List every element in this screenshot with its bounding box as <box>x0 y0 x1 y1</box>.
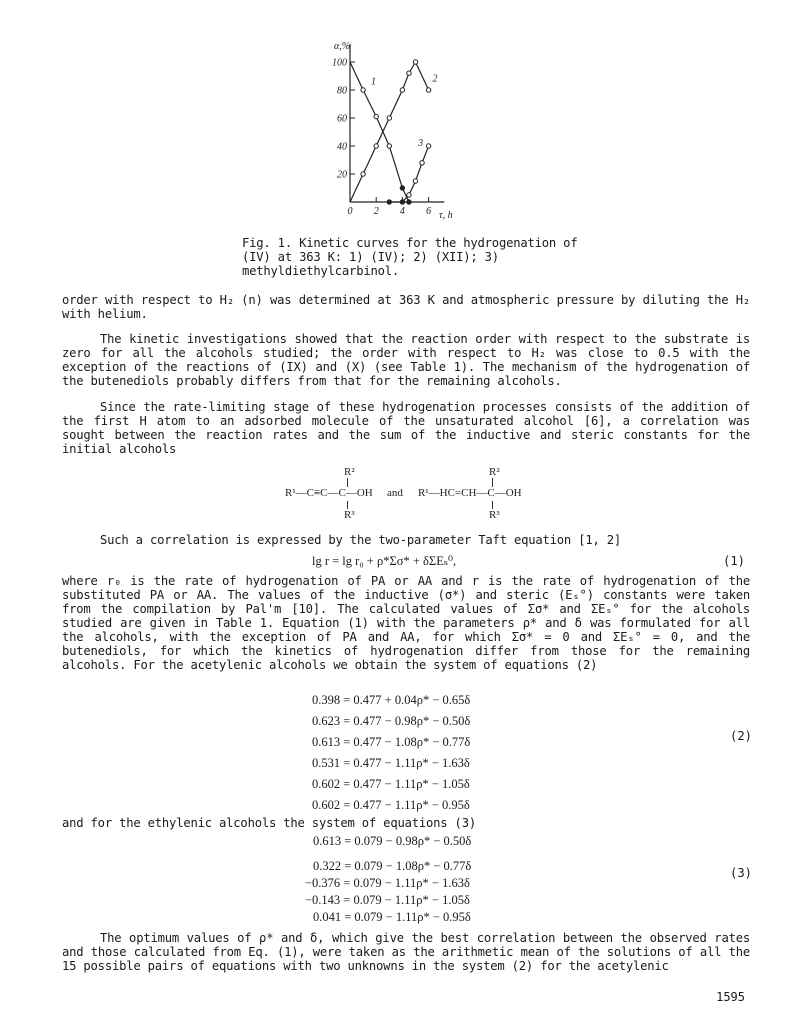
x-tick-label: 0 <box>347 206 353 217</box>
chart-ticks <box>332 58 431 218</box>
curve-1-label: 1 <box>370 76 376 88</box>
equation-3-number: (3) <box>730 866 753 880</box>
taft-equation: lg r = lg r₀ + ρ*Σσ* + δΣEₛ⁰, <box>312 554 457 568</box>
curve-1-point <box>407 200 411 204</box>
equation-1-number: (1) <box>723 554 746 568</box>
y-tick-label: 100 <box>332 57 347 69</box>
left-r3: R³ <box>344 509 355 521</box>
kinetic-curves-chart <box>325 36 485 222</box>
x-axis-label: τ, h <box>439 210 453 221</box>
system3-line: −0.143 = 0.079 − 1.11ρ* − 1.05δ <box>305 893 470 907</box>
y-tick-label: 20 <box>337 169 347 181</box>
curve-1-point <box>361 88 365 92</box>
paragraph-5: where r₀ is the rate of hydrogenation of PA or AA and r is the rate of hydrogenation of the substituted PA or AA. The values of the inductive (σ*) and steric (Eₛ°) constants were taken from the compilation by Pal'm [10]. The calculated values of Σσ* and ΣEₛ° for the alcohols studied are given in Table 1. Equation (1) with the parameters ρ* and δ was formulated for all the alcohols, with the exception of PA and AA, for which Σσ* = 0 and ΣEₛ° = 0, and the butenediols, for which the kinetics of hydrogenation differ from those for the remaining alcohols. For the acetylenic alcohols we obtain the system of equations (2) <box>62 574 750 672</box>
system3-line: −0.376 = 0.079 − 1.11ρ* − 1.63δ <box>305 876 470 890</box>
system2-line: 0.613 = 0.477 − 1.08ρ* − 0.77δ <box>312 735 471 749</box>
left-bond-down <box>347 501 348 509</box>
system3-line: 0.322 = 0.079 − 1.08ρ* − 0.77δ <box>313 859 472 873</box>
chart-series <box>350 60 438 204</box>
system2-line: 0.602 = 0.477 − 1.11ρ* − 1.05δ <box>312 777 470 791</box>
y-axis-label: α,% <box>334 41 351 52</box>
curve-1-line <box>350 62 409 202</box>
system3-line: 0.613 = 0.079 − 0.98ρ* − 0.50δ <box>313 834 472 848</box>
curve-2-point <box>361 172 365 176</box>
paragraph-2: The kinetic investigations showed that the reaction order with respect to the substrate is zero for all the alcohols studied; the order with respect to H₂ was close to 0.5 with the exception of the reactions of (IX) and (X) (see Table 1). The mechanism of the hydrogenation of the butenediols probably differs from that for the remaining alcohols. <box>62 332 750 388</box>
left-bond-up <box>347 478 348 487</box>
system3-line: 0.041 = 0.079 − 1.11ρ* − 0.95δ <box>313 910 471 924</box>
chart-axes <box>350 44 444 202</box>
system2-line: 0.623 = 0.477 − 0.98ρ* − 0.50δ <box>312 714 471 728</box>
paragraph-6: and for the ethylenic alcohols the system of equations (3) <box>62 816 476 830</box>
system2-line: 0.602 = 0.477 − 1.11ρ* − 0.95δ <box>312 798 470 812</box>
left-r2: R² <box>344 466 355 478</box>
equation-2-number: (2) <box>730 729 753 743</box>
x-tick-label: 2 <box>373 206 379 217</box>
y-tick-label: 80 <box>337 85 347 97</box>
curve-2-point <box>426 88 430 92</box>
curve-3-point <box>387 200 391 204</box>
curve-1-point <box>400 186 404 190</box>
paragraph-4: Such a correlation is expressed by the two-parameter Taft equation [1, 2] <box>100 533 622 547</box>
system2-line: 0.398 = 0.477 + 0.04ρ* − 0.65δ <box>312 693 471 707</box>
paragraph-1: order with respect to H₂ (n) was determined at 363 K and atmospheric pressure by diluting the H₂ with helium. <box>62 293 750 321</box>
curve-2-label: 2 <box>432 73 438 85</box>
curve-2-point <box>407 71 411 75</box>
curve-2-point <box>413 60 417 64</box>
right-bond-up <box>492 478 493 487</box>
curve-1-point <box>374 114 378 118</box>
y-tick-label: 40 <box>337 141 347 153</box>
curve-3-point <box>407 193 411 197</box>
paragraph-7: The optimum values of ρ* and δ, which give the best correlation between the observed rates and those calculated from Eq. (1), were taken as the arithmetic mean of the solutions of all the 15 possible pairs of equations with two unknowns in the system (2) for the acetylenic <box>62 931 750 973</box>
curve-1-point <box>387 144 391 148</box>
curve-3-point <box>400 200 404 204</box>
paragraph-3: Since the rate-limiting stage of these hydrogenation processes consists of the addition of the first H atom to an adsorbed molecule of the unsaturated alcohol [6], a correlation was sought between the reaction rates and the sum of the inductive and steric constants for the initial alcohols <box>62 400 750 456</box>
curve-3-point <box>413 179 417 183</box>
curve-2-point <box>374 144 378 148</box>
left-chain: R¹—C≡C—C—OH <box>285 487 373 499</box>
right-bond-down <box>492 501 493 509</box>
x-tick-label: 6 <box>426 206 432 217</box>
curve-2-point <box>387 116 391 120</box>
curve-3-point <box>420 161 424 165</box>
right-r2: R² <box>489 466 500 478</box>
curve-3-point <box>426 144 430 148</box>
right-chain: R¹—HC=CH—C—OH <box>418 487 522 499</box>
right-r3: R³ <box>489 509 500 521</box>
page-number: 1595 <box>716 990 745 1004</box>
x-tick-label: 4 <box>399 206 405 217</box>
y-tick-label: 60 <box>337 113 347 125</box>
system2-line: 0.531 = 0.477 − 1.11ρ* − 1.63δ <box>312 756 470 770</box>
and-word: and <box>387 487 403 499</box>
curve-3-label: 3 <box>418 138 424 149</box>
curve-2-point <box>400 88 404 92</box>
figure-caption: Fig. 1. Kinetic curves for the hydrogenation of (IV) at 363 K: 1) (IV); 2) (XII); 3) methyldiethylcarbinol. <box>242 236 578 278</box>
